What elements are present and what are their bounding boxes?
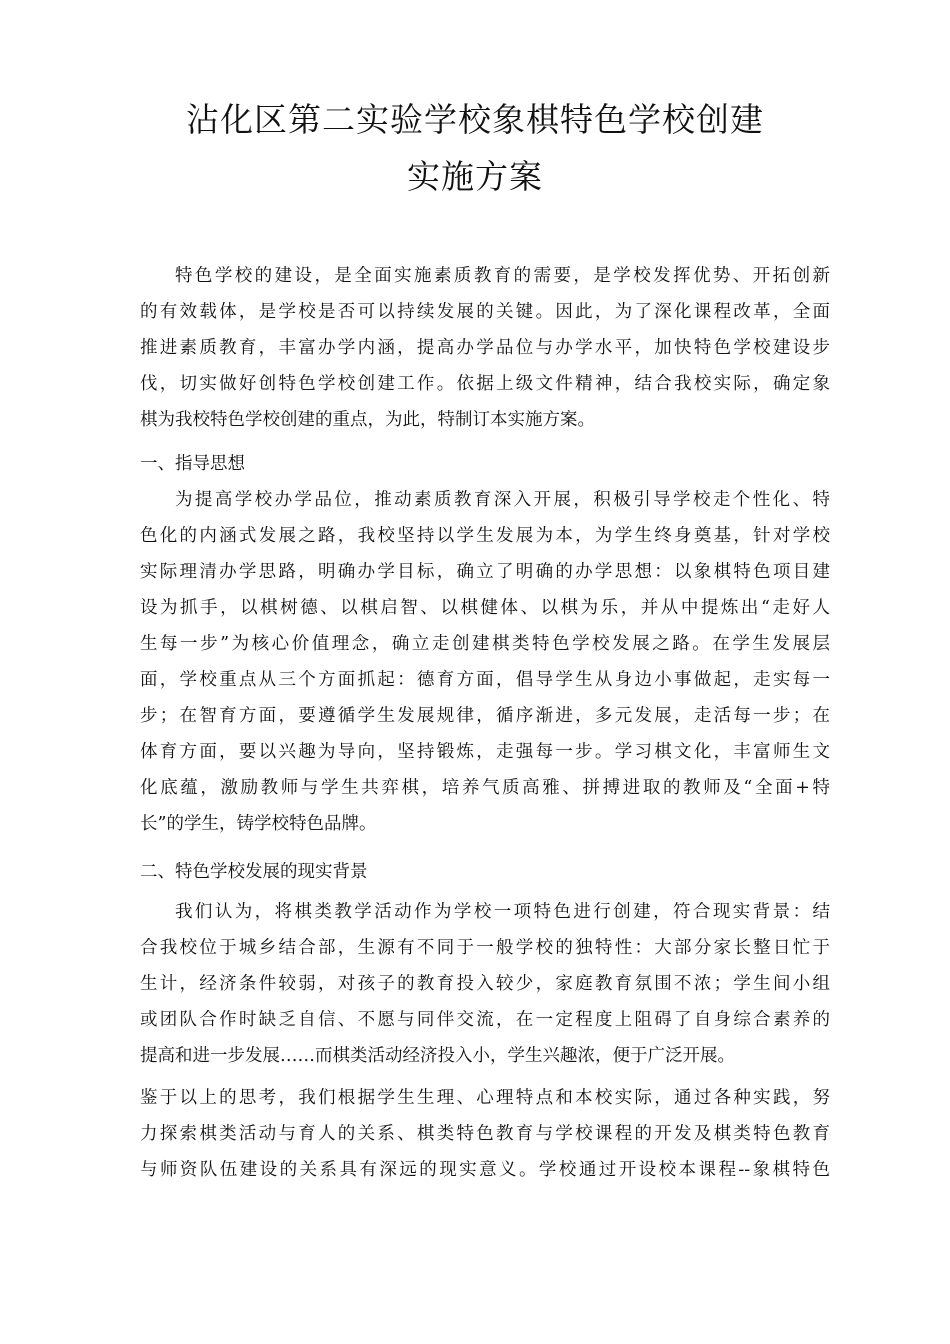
- section-heading-1: [140, 446, 830, 482]
- section-heading-text: 一、指导思想: [140, 454, 245, 474]
- text-line: 力探索棋类活动与育人的关系、棋类特色教育与学校课程的开发及棋类特色教育: [140, 1124, 830, 1144]
- section-heading-2: [140, 854, 830, 890]
- section-2-paragraph: [140, 894, 830, 1074]
- text-line: 推进素质教育，丰富办学内涵，提高办学品位与办学水平，加快特色学校建设步: [140, 338, 830, 358]
- intro-paragraph: [140, 258, 830, 438]
- text-line: 提高和进一步发展……而棋类活动经济投入小，学生兴趣浓，便于广泛开展。: [140, 1046, 735, 1066]
- text-line: 步；在智育方面，要遵循学生发展规律，循序渐进，多元发展，走活每一步；在: [140, 706, 830, 726]
- text-line: 面，学校重点从三个方面抓起：德育方面，倡导学生从身边小事做起，走实每一: [140, 670, 830, 690]
- text-line: 生每一步”为核心价值理念，确立走创建棋类特色学校发展之路。在学生发展层: [140, 634, 830, 654]
- text-line: 实际理清办学思路，明确办学目标，确立了明确的办学思想：以象棋特色项目建: [140, 562, 830, 582]
- document-title-line-1: 沾化区第二实验学校象棋特色学校创建: [186, 100, 764, 139]
- document-title-line-2: 实施方案: [407, 157, 543, 196]
- text-line: 生计，经济条件较弱，对孩子的教育投入较少，家庭教育氛围不浓；学生间小组: [140, 974, 830, 994]
- text-line: 设为抓手，以棋树德、以棋启智、以棋健体、以棋为乐，并从中提炼出“走好人: [140, 598, 830, 618]
- text-line: 伐，切实做好创特色学校创建工作。依据上级文件精神，结合我校实际，确定象: [140, 374, 830, 394]
- text-line: 棋为我校特色学校创建的重点，为此，特制订本实施方案。: [140, 410, 595, 430]
- text-line: 体育方面，要以兴趣为导向，坚持锻炼，走强每一步。学习棋文化，丰富师生文: [140, 742, 830, 762]
- text-line: 我们认为，将棋类教学活动作为学校一项特色进行创建，符合现实背景：结: [175, 902, 830, 922]
- section-3-paragraph: [140, 1080, 830, 1188]
- section-heading-text: 二、特色学校发展的现实背景: [140, 862, 368, 882]
- text-line: 化底蕴，激励教师与学生共弈棋，培养气质高雅、拼搏进取的教师及“全面+特: [140, 778, 830, 798]
- text-line: 或团队合作时缺乏自信、不愿与同伴交流，在一定程度上阻碍了自身综合素养的: [140, 1010, 830, 1030]
- section-1-paragraph: [140, 482, 830, 842]
- text-line: 色化的内涵式发展之路，我校坚持以学生发展为本，为学生终身奠基，针对学校: [140, 526, 830, 546]
- text-line: 长”的学生，铸学校特色品牌。: [140, 814, 377, 834]
- text-line: 合我校位于城乡结合部，生源有不同于一般学校的独特性：大部分家长整日忙于: [140, 938, 830, 958]
- text-line: 为提高学校办学品位，推动素质教育深入开展，积极引导学校走个性化、特: [175, 490, 830, 510]
- text-line: 特色学校的建设，是全面实施素质教育的需要，是学校发挥优势、开拓创新: [175, 266, 830, 286]
- text-line: 与师资队伍建设的关系具有深远的现实意义。学校通过开设校本课程--象棋特色: [140, 1160, 830, 1180]
- text-line: 的有效载体，是学校是否可以持续发展的关键。因此，为了深化课程改革，全面: [140, 302, 830, 322]
- text-line: 鉴于以上的思考，我们根据学生生理、心理特点和本校实际，通过各种实践，努: [140, 1088, 830, 1108]
